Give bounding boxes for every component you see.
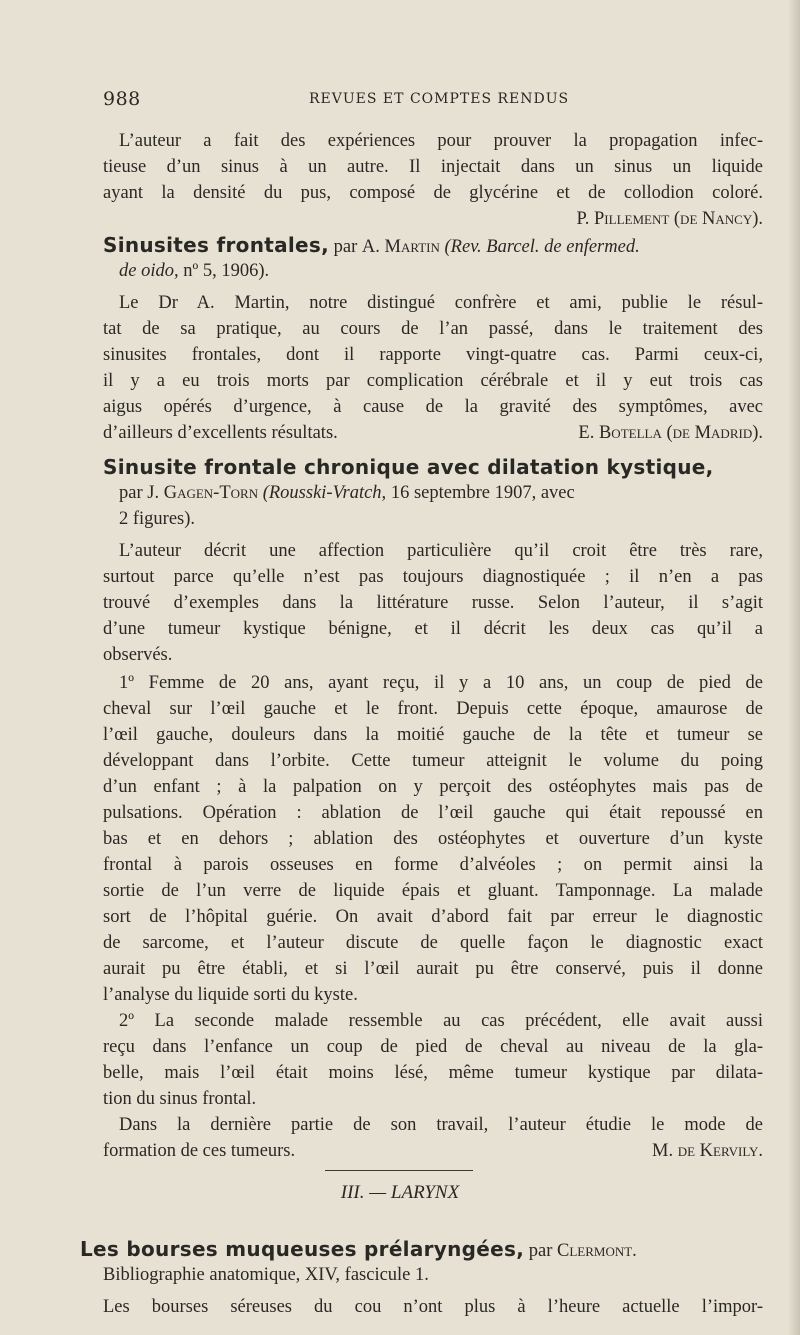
text-line: tat de sa pratique, au cours de l’an passé, dans le traitement des	[103, 319, 763, 339]
text-line: d’une tumeur kystique bénigne, et il décrit les deux cas qu’il a	[103, 619, 763, 639]
page-header	[103, 88, 763, 112]
article-title: Sinusites frontales,	[103, 233, 330, 257]
text-line: L’auteur a fait des expériences pour prouver la propagation infec-	[119, 131, 763, 151]
text-line: sortie de l’un verre de liquide épais et gluant. Tamponnage. La malade	[103, 881, 763, 901]
article-date: 16 septembre 1907, avec	[390, 483, 575, 503]
article-source: (Rousski-Vratch,	[262, 483, 387, 503]
article-author: A. Martin	[361, 237, 440, 257]
text-line: surtout parce qu’elle n’est pas toujours diagnostiquée ; il n’en a pas	[103, 567, 763, 587]
article-source: (Rev. Barcel. de enfermed.	[444, 237, 640, 257]
text-line: l’analyse du liquide sorti du kyste.	[103, 985, 358, 1005]
text-line: aigus opérés d’urgence, à cause de la gravité des symptômes, avec	[103, 397, 763, 417]
text-line: tieuse d’un sinus à un autre. Il injectait dans un sinus un liquide	[103, 157, 763, 177]
signature: P. Pillement (de Nancy).	[576, 209, 763, 229]
section-heading: III. — LARYNX	[340, 1182, 460, 1203]
text-line: belle, mais l’œil était moins lésé, même tumeur kystique par dilata-	[103, 1063, 763, 1083]
text-line: Le Dr A. Martin, notre distingué confrère et ami, publie le résul-	[119, 293, 763, 313]
signature: E. Botella (de Madrid).	[578, 423, 763, 443]
text-line: cheval sur l’œil gauche et le front. Depuis cette époque, amaurose de	[103, 699, 763, 719]
text-line: bas et en dehors ; ablation des ostéophytes et ouverture d’un kyste	[103, 829, 763, 849]
page-number: 988	[103, 88, 141, 110]
text-line: 1º Femme de 20 ans, ayant reçu, il y a 10 ans, un coup de pied de	[119, 673, 763, 693]
text-line: il y a eu trois morts par complication cérébrale et il y eut trois cas	[103, 371, 763, 391]
text-line: ayant la densité du pus, composé de glycérine et de collodion coloré.	[103, 183, 763, 203]
text-line: trouvé d’exemples dans la littérature russe. Selon l’auteur, il s’agit	[103, 593, 763, 613]
article-heading	[80, 1236, 763, 1264]
text-line: formation de ces tumeurs.	[103, 1141, 296, 1161]
article-source-journal: de oido,	[119, 261, 179, 281]
text-line: pulsations. Opération : ablation de l’œil gauche qui était repoussé en	[103, 803, 763, 823]
text-line: 2º La seconde malade ressemble au cas précédent, elle avait aussi	[119, 1011, 763, 1031]
text-line: Les bourses séreuses du cou n’ont plus à l’heure actuelle l’impor-	[103, 1297, 763, 1317]
article-source: Bibliographie anatomique, XIV, fascicule 1.	[103, 1265, 429, 1285]
article-heading-line: 2 figures).	[119, 509, 196, 529]
article-source-line	[119, 258, 763, 284]
text-line: frontal à parois osseuses en forme d’alvéoles ; on permit ainsi la	[103, 855, 763, 875]
text-line: sinusites frontales, dont il rapporte vingt-quatre cas. Parmi ceux-ci,	[103, 345, 763, 365]
article-title: Sinusite frontale chronique avec dilatation kystique,	[103, 455, 714, 479]
text-line: aurait pu être établi, et si l’œil aurait pu être conservé, puis il donne	[103, 959, 763, 979]
text-line: sort de l’hôpital guérie. On avait d’abord fait par erreur le diagnostic	[103, 907, 763, 927]
running-title: REVUES ET COMPTES RENDUS	[309, 91, 570, 107]
page-edge-shadow	[788, 0, 800, 1335]
article-heading-line	[119, 480, 763, 506]
text-line: Dans la dernière partie de son travail, l’auteur étudie le mode de	[119, 1115, 763, 1135]
article-by: par	[528, 1241, 553, 1261]
text-line: d’un enfant ; à la palpation on y perçoit des ostéophytes mais pas de	[103, 777, 763, 797]
article-author: Clermont.	[557, 1241, 637, 1261]
text-line: observés.	[103, 645, 173, 665]
section-divider	[325, 1170, 473, 1171]
text-line: tion du sinus frontal.	[103, 1089, 257, 1109]
text-line: reçu dans l’enfance un coup de pied de cheval au niveau de la gla-	[103, 1037, 763, 1057]
text-line: de sarcome, et l’auteur discute de quelle façon le diagnostic exact	[103, 933, 763, 953]
article-source-issue: nº 5, 1906).	[183, 261, 270, 281]
article-heading	[103, 454, 763, 482]
article-author: Gagen-Torn	[163, 483, 259, 503]
article-heading	[103, 232, 763, 260]
article-by: par	[333, 237, 358, 257]
text-line: développant dans l’orbite. Cette tumeur atteignit le volume du poing	[103, 751, 763, 771]
text-line: l’œil gauche, douleurs dans la moitié gauche de la tête et tumeur se	[103, 725, 763, 745]
article-title: Les bourses muqueuses prélaryngées,	[80, 1237, 525, 1261]
text-line: d’ailleurs d’excellents résultats.	[103, 423, 338, 443]
article-by: par J.	[119, 483, 160, 503]
signature: M. de Kervily.	[652, 1141, 763, 1161]
text-line: L’auteur décrit une affection particulière qu’il croit être très rare,	[119, 541, 763, 561]
